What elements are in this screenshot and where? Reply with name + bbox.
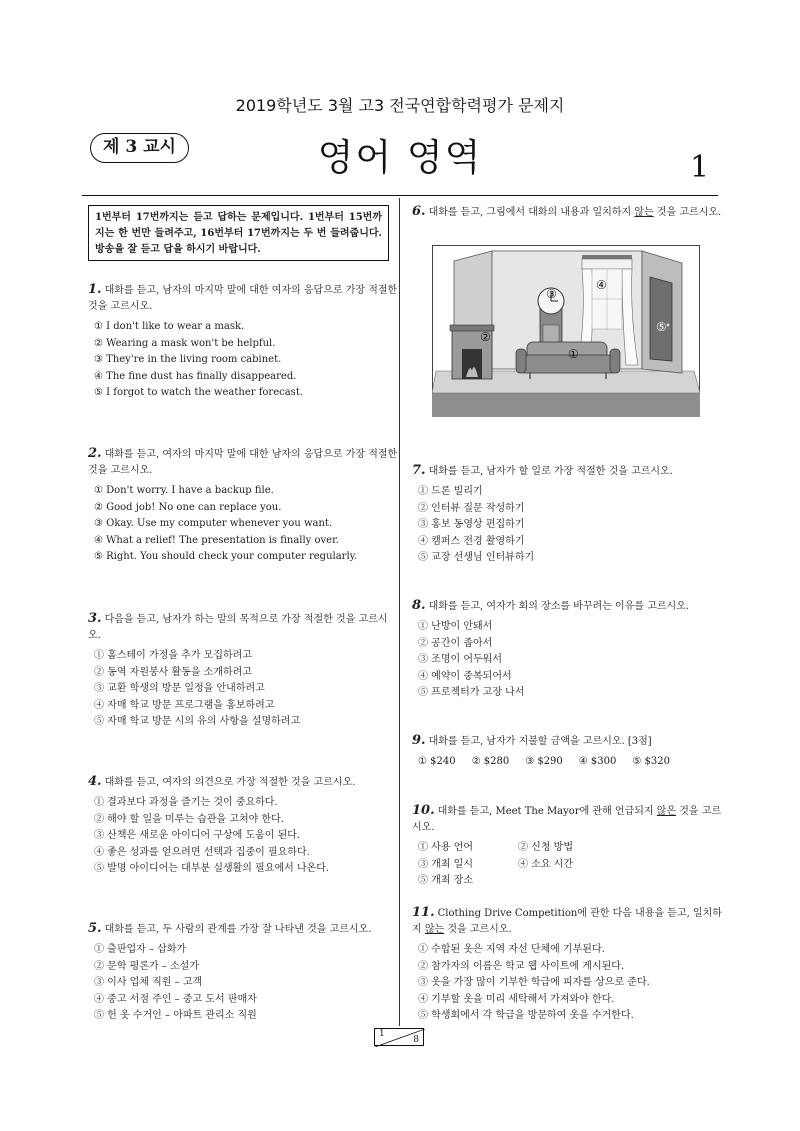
question-2-text: 대화를 듣고, 여자의 마지막 말에 대한 남자의 응답으로 가장 적절한 것을 고르시오. bbox=[88, 449, 398, 476]
question-11-option-1[interactable]: ① 수합된 옷은 지역 자선 단체에 기부된다. bbox=[418, 944, 605, 955]
question-3-option-2[interactable]: ② 동역 자원봉사 활동을 소개하려고 bbox=[94, 666, 252, 678]
question-8-option-5[interactable]: ⑤ 프로젝터가 고장 나서 bbox=[418, 687, 525, 698]
question-4-number: 4. bbox=[88, 774, 102, 789]
question-4-option-5[interactable]: ⑤ 발명 아이디어는 대부분 실생활의 필요에서 나온다. bbox=[94, 863, 330, 874]
question-10-stem bbox=[412, 803, 722, 836]
question-5-stem bbox=[88, 921, 398, 938]
question-11-number: 11. bbox=[412, 905, 435, 920]
question-6-stem bbox=[412, 204, 722, 221]
question-3-option-5[interactable]: ⑤ 자매 학교 방문 시의 유의 사항을 설명하려고 bbox=[94, 716, 301, 727]
question-6-text-a: 대화를 듣고, 그림에서 대화의 내용과 일치하지 bbox=[428, 207, 635, 218]
question-4-option-2[interactable]: ② 해야 할 일을 미루는 습관을 고쳐야 한다. bbox=[94, 813, 284, 825]
question-11-option-4[interactable]: ④ 기부할 옷을 미리 세탁해서 가져와야 한다. bbox=[418, 993, 615, 1005]
question-7-options bbox=[412, 484, 722, 567]
question-10-text-b: 것을 고르시오. bbox=[412, 806, 722, 833]
subject-title: 영어 영역 bbox=[317, 136, 483, 179]
question-1-stem bbox=[88, 282, 398, 315]
question-11-text-underline: 않는 bbox=[424, 924, 445, 935]
question-9-number: 9. bbox=[412, 733, 426, 748]
question-8-stem bbox=[412, 598, 722, 615]
question-11-text-b: 것을 고르시오. bbox=[444, 924, 512, 935]
question-6-number: 6. bbox=[412, 204, 426, 219]
question-1-option-1[interactable]: ① I don't like to wear a mask. bbox=[94, 321, 245, 332]
question-7-option-2[interactable]: ② 인터뷰 질문 작성하기 bbox=[418, 502, 525, 514]
question-7-option-3[interactable]: ③ 홍보 동영상 편집하기 bbox=[418, 519, 525, 530]
question-3-option-1[interactable]: ① 홈스테이 가정을 추가 모집하려고 bbox=[94, 650, 252, 661]
question-8-option-2[interactable]: ② 공간이 좁아서 bbox=[418, 637, 493, 649]
page-current: 1 bbox=[379, 1029, 385, 1039]
question-8-number: 8. bbox=[412, 598, 426, 613]
question-9 bbox=[412, 733, 722, 771]
question-8-option-4[interactable]: ④ 예약이 중복되어서 bbox=[418, 670, 512, 682]
question-10-option-2[interactable]: ② 신청 방법 bbox=[518, 842, 573, 853]
listening-instruction-box: 1번부터 17번까지는 듣고 답하는 문제입니다. 1번부터 15번까지는 한 번만 들려주고, 16번부터 17번까지는 두 번 들려줍니다. 방송을 잘 듣고 답을 하시기 바랍니다. bbox=[88, 205, 389, 261]
question-5 bbox=[88, 921, 398, 1025]
question-10-options bbox=[412, 840, 712, 890]
question-7-option-5[interactable]: ⑤ 교장 선생님 인터뷰하기 bbox=[418, 552, 535, 563]
question-5-option-1[interactable]: ① 출판업자 – 삽화가 bbox=[94, 944, 187, 955]
label-sofa: ① bbox=[568, 347, 579, 361]
label-curtain: ④ bbox=[596, 278, 607, 292]
question-3-option-3[interactable]: ③ 교환 학생의 방문 일정을 안내하려고 bbox=[94, 683, 265, 694]
question-2-option-4[interactable]: ④ What a relief! The presentation is finally over. bbox=[94, 534, 339, 546]
label-fireplace: ② bbox=[480, 330, 491, 344]
question-2-option-5[interactable]: ⑤ Right. You should check your computer regularly. bbox=[94, 551, 358, 562]
question-11-stem bbox=[412, 905, 722, 938]
question-5-options bbox=[88, 942, 398, 1025]
question-1-number: 1. bbox=[88, 282, 102, 297]
question-7-option-1[interactable]: ① 드론 빌리기 bbox=[418, 486, 483, 497]
question-10-number: 10. bbox=[412, 803, 435, 818]
question-8-option-3[interactable]: ③ 조명이 어두워서 bbox=[418, 654, 502, 665]
question-9-options bbox=[412, 754, 722, 771]
question-3-stem bbox=[88, 611, 398, 644]
question-4-text: 대화를 듣고, 여자의 의견으로 가장 적절한 것을 고르시오. bbox=[104, 777, 356, 788]
question-7-option-4[interactable]: ④ 캠퍼스 전경 촬영하기 bbox=[418, 535, 525, 547]
column-divider bbox=[399, 198, 400, 1026]
question-1-option-2[interactable]: ② Wearing a mask won't be helpful. bbox=[94, 337, 276, 349]
question-11-option-3[interactable]: ③ 옷을 가장 많이 기부한 학급에 피자를 상으로 준다. bbox=[418, 977, 650, 988]
question-2-options bbox=[88, 483, 398, 566]
question-6-text-b: 것을 고르시오. bbox=[653, 207, 722, 218]
label-clock: ③ bbox=[546, 287, 557, 301]
question-9-option-1[interactable]: ① $240 bbox=[418, 756, 456, 767]
question-2 bbox=[88, 446, 398, 566]
question-3-options bbox=[88, 648, 398, 731]
question-1-option-5[interactable]: ⑤ I forgot to watch the weather forecast. bbox=[94, 387, 304, 398]
question-2-option-3[interactable]: ③ Okay. Use my computer whenever you want. bbox=[94, 518, 333, 529]
question-2-number: 2. bbox=[88, 446, 102, 461]
question-10-option-3[interactable]: ③ 개최 일시 bbox=[418, 858, 473, 870]
question-1-option-4[interactable]: ④ The fine dust has finally disappeared. bbox=[94, 370, 297, 382]
label-door: ⑤ bbox=[656, 320, 667, 334]
question-9-option-2[interactable]: ② $280 bbox=[471, 756, 510, 767]
question-7 bbox=[412, 463, 722, 567]
question-4-option-3[interactable]: ③ 산책은 새로운 아이디어 구상에 도움이 된다. bbox=[94, 830, 301, 841]
question-2-option-1[interactable]: ① Don't worry. I have a backup file. bbox=[94, 485, 274, 496]
question-1-text: 대화를 듣고, 남자의 마지막 말에 대한 여자의 응답으로 가장 적절한 것을 고르시오. bbox=[88, 285, 398, 312]
question-5-option-5[interactable]: ⑤ 헌 옷 수거인 – 아파트 관리소 직원 bbox=[94, 1010, 257, 1021]
question-11-option-5[interactable]: ⑤ 학생회에서 각 학급을 방문하여 옷을 수거한다. bbox=[418, 1010, 634, 1021]
question-9-text: 대화를 듣고, 남자가 지불할 금액을 고르시오. [3점] bbox=[428, 736, 652, 747]
question-3-number: 3. bbox=[88, 611, 102, 626]
question-5-option-4[interactable]: ④ 중고 서점 주인 – 중고 도서 판매자 bbox=[94, 993, 257, 1005]
question-7-number: 7. bbox=[412, 463, 426, 478]
question-9-option-3[interactable]: ③ $290 bbox=[525, 756, 563, 767]
question-11-option-2[interactable]: ② 참가자의 이름은 학교 웹 사이트에 게시된다. bbox=[418, 960, 625, 972]
question-3-option-4[interactable]: ④ 자매 학교 방문 프로그램을 홍보하려고 bbox=[94, 699, 275, 711]
question-9-option-4[interactable]: ④ $300 bbox=[578, 756, 617, 767]
question-11-text-a: Clothing Drive Competition에 관한 다음 내용을 듣고, 일치하지 bbox=[412, 908, 722, 935]
question-7-stem bbox=[412, 463, 722, 480]
question-1-options bbox=[88, 319, 398, 402]
page-indicator bbox=[374, 1028, 424, 1046]
question-8 bbox=[412, 598, 722, 702]
period-badge: 제 3 교시 bbox=[90, 133, 189, 163]
question-8-text: 대화를 듣고, 여자가 회의 장소를 바꾸려는 이유를 고르시오. bbox=[428, 601, 690, 612]
question-11 bbox=[412, 905, 722, 1025]
question-8-options bbox=[412, 619, 722, 702]
question-4-options bbox=[88, 795, 398, 878]
question-10-option-1[interactable]: ① 사용 언어 bbox=[418, 842, 473, 853]
question-10-option-5[interactable]: ⑤ 개최 장소 bbox=[418, 875, 473, 886]
question-10 bbox=[412, 803, 722, 890]
exam-title: 2019학년도 3월 고3 전국연합학력평가 문제지 bbox=[235, 96, 565, 115]
question-5-number: 5. bbox=[88, 921, 102, 936]
question-10-text-underline: 않은 bbox=[656, 806, 677, 817]
question-6 bbox=[412, 204, 722, 221]
question-10-text-a: 대화를 듣고, Meet The Mayor에 관해 언급되지 bbox=[437, 806, 657, 817]
question-5-text: 대화를 듣고, 두 사람의 관계를 가장 잘 나타낸 것을 고르시오. bbox=[104, 924, 372, 935]
question-5-option-3[interactable]: ③ 이사 업체 직원 – 고객 bbox=[94, 977, 203, 988]
question-3-text: 다음을 듣고, 남자가 하는 말의 목적으로 가장 적절한 것을 고르시오. bbox=[88, 614, 388, 641]
page-total: 8 bbox=[413, 1035, 419, 1045]
question-1 bbox=[88, 282, 398, 402]
question-4-option-1[interactable]: ① 결과보다 과정을 즐기는 것이 중요하다. bbox=[94, 797, 278, 808]
header-divider bbox=[82, 195, 718, 196]
question-5-option-2[interactable]: ② 문학 평론가 – 소설가 bbox=[94, 960, 199, 972]
question-9-option-5[interactable]: ⑤ $320 bbox=[632, 756, 670, 767]
question-3 bbox=[88, 611, 398, 731]
question-9-stem bbox=[412, 733, 722, 750]
question-6-text-underline: 않는 bbox=[634, 207, 654, 218]
question-4 bbox=[88, 774, 398, 878]
question-10-option-4[interactable]: ④ 소요 시간 bbox=[518, 858, 573, 870]
question-2-option-2[interactable]: ② Good job! No one can replace you. bbox=[94, 501, 282, 513]
question-1-option-3[interactable]: ③ They're in the living room cabinet. bbox=[94, 354, 282, 365]
question-7-text: 대화를 듣고, 남자가 할 일로 가장 적절한 것을 고르시오. bbox=[428, 466, 673, 477]
page-number: 1 bbox=[690, 150, 710, 185]
question-4-option-4[interactable]: ④ 좋은 성과를 얻으려면 선택과 집중이 필요하다. bbox=[94, 846, 310, 858]
question-2-stem bbox=[88, 446, 398, 479]
question-8-option-1[interactable]: ① 난방이 안돼서 bbox=[418, 621, 493, 632]
room-illustration bbox=[432, 245, 700, 417]
question-4-stem bbox=[88, 774, 398, 791]
question-11-options bbox=[412, 942, 722, 1025]
